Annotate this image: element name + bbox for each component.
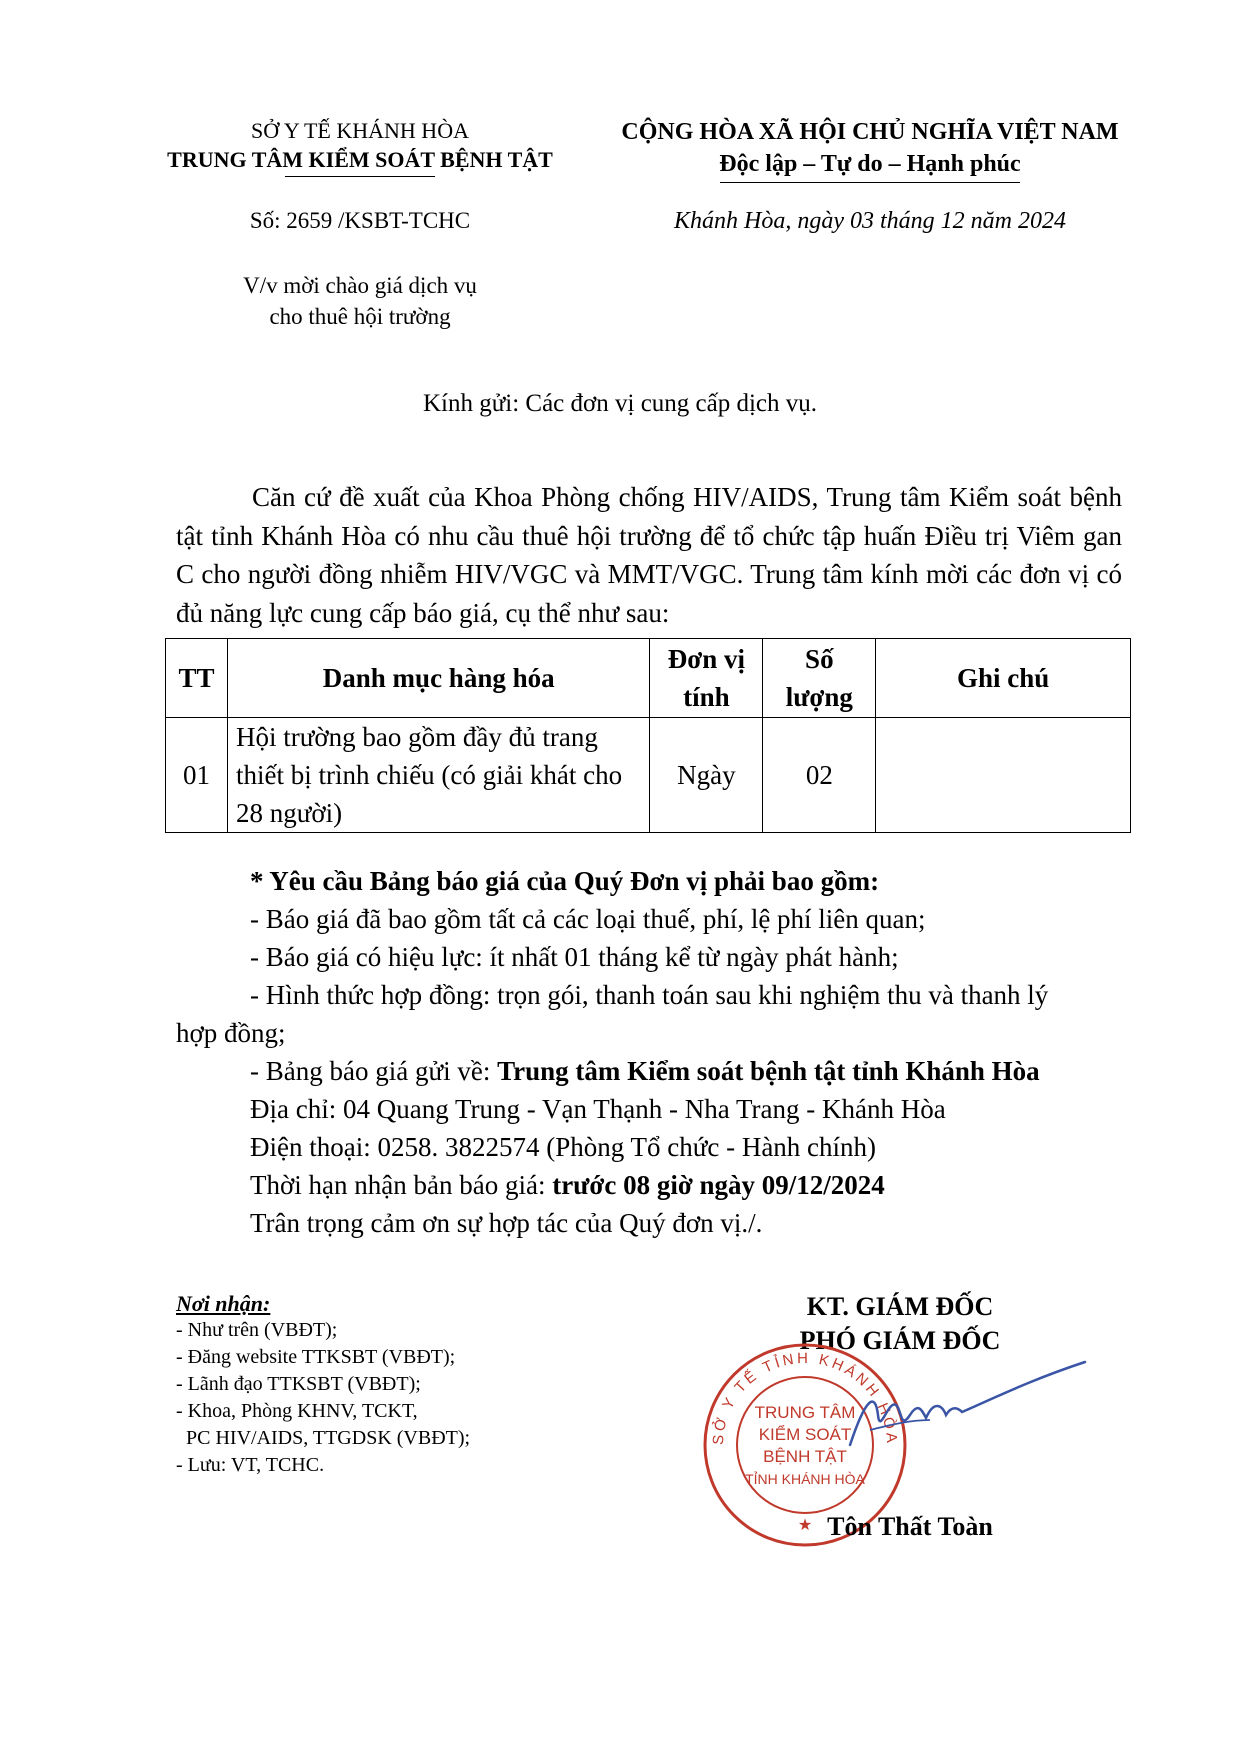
sign-position: PHÓ GIÁM ĐỐC bbox=[799, 1326, 1001, 1355]
agency-underline bbox=[285, 176, 435, 177]
recipient-item: PC HIV/AIDS, TTGDSK (VBĐT); bbox=[176, 1427, 471, 1449]
header-unit: Đơn vị tính bbox=[650, 639, 763, 718]
send-to-label: - Bảng báo giá gửi về: bbox=[250, 1056, 498, 1086]
seal-line-3: BỆNH TẬT bbox=[763, 1447, 847, 1466]
document-number: Số: 2659 /KSBT-TCHC bbox=[249, 208, 471, 233]
address-line: Địa chỉ: 04 Quang Trung - Vạn Thạnh - Nha Trang - Khánh Hòa bbox=[250, 1094, 946, 1124]
seal-star-icon: ★ bbox=[797, 1517, 813, 1534]
quote-table bbox=[165, 638, 1131, 833]
header-qty: Số lượng bbox=[763, 639, 876, 718]
requirement-item-3-cont: hợp đồng; bbox=[176, 1018, 286, 1048]
cell-qty: 02 bbox=[763, 718, 876, 833]
agency-parent: SỞ Y TẾ KHÁNH HÒA bbox=[251, 118, 469, 143]
thanks-line: Trân trọng cảm ơn sự hợp tác của Quý đơn vị./. bbox=[250, 1208, 763, 1238]
send-to-value: Trung tâm Kiểm soát bệnh tật tỉnh Khánh Hòa bbox=[497, 1056, 1040, 1086]
table-header-row bbox=[166, 639, 1131, 718]
deadline-line bbox=[250, 1166, 885, 1204]
agency-name: TRUNG TÂM KIỂM SOÁT BỆNH TẬT bbox=[167, 147, 553, 172]
requirement-item-3: - Hình thức hợp đồng: trọn gói, thanh toán sau khi nghiệm thu và thanh lý bbox=[250, 980, 1049, 1010]
recipient-item: - Như trên (VBĐT); bbox=[176, 1319, 338, 1341]
requirements-heading: * Yêu cầu Bảng báo giá của Quý Đơn vị phải bao gồm: bbox=[250, 866, 880, 896]
sign-on-behalf: KT. GIÁM ĐỐC bbox=[806, 1292, 994, 1321]
seal-line-2: KIỂM SOÁT bbox=[758, 1425, 852, 1444]
deadline-value: trước 08 giờ ngày 09/12/2024 bbox=[552, 1170, 885, 1200]
recipients-block bbox=[176, 1290, 636, 1479]
seal-line-4: TỈNH KHÁNH HÒA bbox=[745, 1471, 865, 1487]
cell-item: Hội trường bao gồm đầy đủ trang thiết bị trình chiếu (có giải khát cho 28 người) bbox=[227, 718, 649, 833]
national-header bbox=[600, 116, 1140, 183]
agency-header bbox=[140, 116, 580, 177]
requirement-item-2: - Báo giá có hiệu lực: ít nhất 01 tháng kể từ ngày phát hành; bbox=[250, 942, 899, 972]
cell-tt: 01 bbox=[166, 718, 228, 833]
subject-line-2: cho thuê hội trường bbox=[269, 304, 451, 329]
recipients-title-text: Nơi nhận bbox=[176, 1291, 264, 1316]
document-subject bbox=[140, 270, 580, 332]
motto-underline bbox=[720, 182, 1020, 183]
seal-line-1: TRUNG TÂM bbox=[754, 1403, 856, 1422]
header-note: Ghi chú bbox=[876, 639, 1131, 718]
document-date: Khánh Hòa, ngày 03 tháng 12 năm 2024 bbox=[674, 208, 1066, 234]
subject-line-1: V/v mời chào giá dịch vụ bbox=[243, 273, 477, 298]
header-tt: TT bbox=[166, 639, 228, 718]
recipient-item: - Đăng website TTKSBT (VBĐT); bbox=[176, 1346, 456, 1368]
recipients-title-colon: : bbox=[263, 1291, 271, 1316]
phone-line: Điện thoại: 0258. 3822574 (Phòng Tổ chức - Hành chính) bbox=[250, 1132, 877, 1162]
national-motto: Độc lập – Tự do – Hạnh phúc bbox=[719, 151, 1021, 177]
requirement-item-1: - Báo giá đã bao gồm tất cả các loại thuế, phí, lệ phí liên quan; bbox=[250, 904, 926, 934]
nation-name: CỘNG HÒA XÃ HỘI CHỦ NGHĨA VIỆT NAM bbox=[621, 119, 1119, 145]
salutation: Kính gửi: Các đơn vị cung cấp dịch vụ. bbox=[422, 390, 818, 417]
cell-unit: Ngày bbox=[650, 718, 763, 833]
cell-note bbox=[876, 718, 1131, 833]
signature-stroke bbox=[850, 1362, 1085, 1445]
send-to-line bbox=[250, 1052, 1040, 1090]
deadline-label: Thời hạn nhận bản báo giá: bbox=[250, 1170, 553, 1200]
recipients-title bbox=[176, 1290, 636, 1317]
intro-paragraph: Căn cứ đề xuất của Khoa Phòng chống HIV/AIDS, Trung tâm Kiểm soát bệnh tật tỉnh Khánh Hòa có nhu cầu thuê hội trường để tổ chức tập huấn Điều trị Viêm gan C cho người đồng nhiễm HIV/VGC và MMT/VGC. Trung tâm kính mời các đơn vị có đủ năng lực cung cấp báo giá, cụ thể như sau: bbox=[176, 482, 1122, 628]
recipient-item: - Lưu: VT, TCHC. bbox=[176, 1454, 325, 1476]
seal-ring-textpath: SỞ Y TẾ TỈNH KHÁNH HÒA bbox=[709, 1349, 901, 1447]
recipient-item: - Khoa, Phòng KHNV, TCKT, bbox=[176, 1400, 418, 1422]
recipient-item: - Lãnh đạo TTKSBT (VBĐT); bbox=[176, 1373, 421, 1395]
signer-name: Tôn Thất Toàn bbox=[827, 1512, 993, 1541]
header-item: Danh mục hàng hóa bbox=[227, 639, 649, 718]
handwritten-signature bbox=[830, 1360, 1090, 1470]
table-row bbox=[166, 718, 1131, 833]
